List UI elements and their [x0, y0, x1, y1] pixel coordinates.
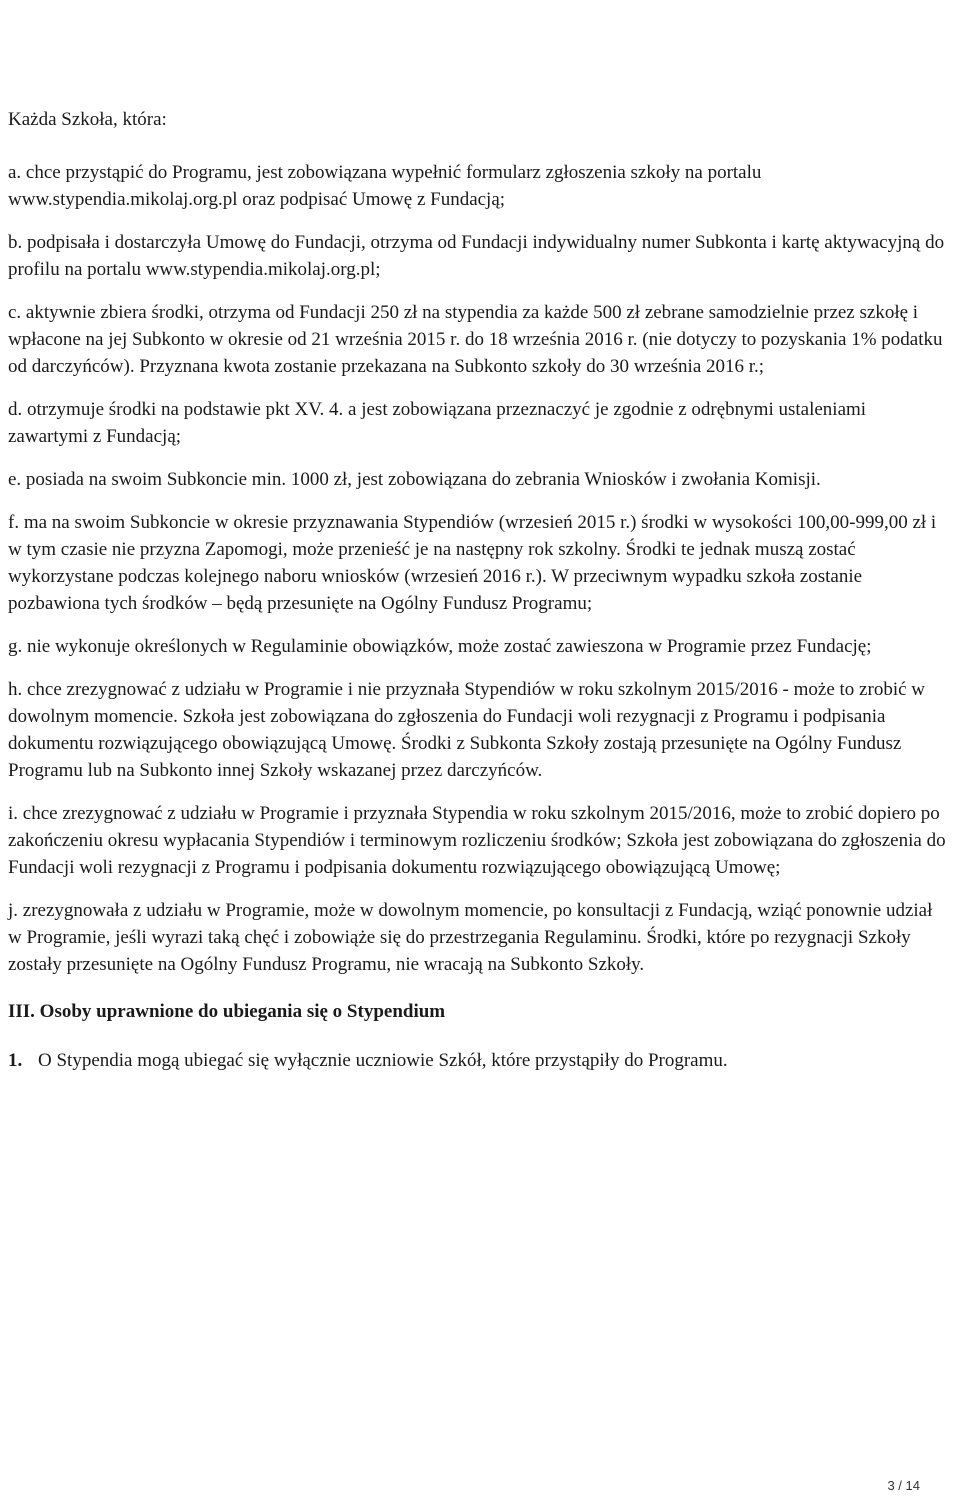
list-item-e: e. posiada na swoim Subkoncie min. 1000 zł, jest zobowiązana do zebrania Wniosków i zwołania Komisji.: [8, 469, 821, 490]
list-item-j: j. zrezygnowała z udziału w Programie, może w dowolnym momencie, po konsultacji z Fundacją, wziąć ponownie udział w Programie, jeśli wyrazi taką chęć i zobowiąże się do przestrzegania Regulaminu. Środki, które po rezygnacji Szkoły zostały przesunięte na Ogólny Fundusz Programu, nie wracają na Subkonto Szkoły.: [8, 900, 933, 975]
point-text: O Stypendia mogą ubiegać się wyłącznie uczniowie Szkół, które przystąpiły do Programu.: [38, 1050, 728, 1071]
section-heading: III. Osoby uprawnione do ubiegania się o Stypendium: [8, 1001, 446, 1022]
intro-paragraph: Każda Szkoła, która:: [8, 109, 167, 130]
list-item-a: a. chce przystąpić do Programu, jest zobowiązana wypełnić formularz zgłoszenia szkoły na portalu www.stypendia.mikolaj.org.pl oraz podpisać Umowę z Fundacją;: [8, 162, 762, 210]
list-item-d: d. otrzymuje środki na podstawie pkt XV. 4. a jest zobowiązana przeznaczyć je zgodnie z odrębnymi ustaleniami zawartymi z Fundacją;: [8, 399, 867, 447]
list-item-f: f. ma na swoim Subkoncie w okresie przyznawania Stypendiów (wrzesień 2015 r.) środki w wysokości 100,00‑999,00 zł i w tym czasie nie przyzna Zapomogi, może przenieść je na następny rok szkolny. Środki te jednak muszą zostać wykorzystane podczas kolejnego naboru wniosków (wrzesień 2016 r.). W przeciwnym wypadku szkoła zostanie pozbawiona tych środków – będą przesunięte na Ogólny Fundusz Programu;: [8, 512, 937, 614]
page-indicator: 3 / 14: [887, 1478, 920, 1493]
list-item-h: h. chce zrezygnować z udziału w Programie i nie przyznała Stypendiów w roku szkolnym 2015/2016 - może to zrobić w dowolnym momencie. Szkoła jest zobowiązana do zgłoszenia do Fundacji woli rezygnacji z Programu i podpisania dokumentu rozwiązującego obowiązującą Umowę. Środki z Subkonta Szkoły zostają przesunięte na Ogólny Fundusz Programu lub na Subkonto innej Szkoły wskazanej przez darczyńców.: [8, 679, 926, 781]
list-item-b: b. podpisała i dostarczyła Umowę do Fundacji, otrzyma od Fundacji indywidualny numer Subkonta i kartę aktywacyjną do profilu na portalu www.stypendia.mikolaj.org.pl;: [8, 232, 945, 280]
list-item-g: g. nie wykonuje określonych w Regulaminie obowiązków, może zostać zawieszona w Programie przez Fundację;: [8, 636, 872, 657]
list-item-i: i. chce zrezygnować z udziału w Programie i przyznała Stypendia w roku szkolnym 2015/2016, może to zrobić dopiero po zakończeniu okresu wypłacania Stypendiów i terminowym rozliczeniu środków; Szkoła jest zobowiązana do zgłoszenia do Fundacji woli rezygnacji z Programu i podpisania dokumentu rozwiązującego obowiązującą Umowę;: [8, 803, 946, 878]
list-item-c: c. aktywnie zbiera środki, otrzyma od Fundacji 250 zł na stypendia za każde 500 zł zebrane samodzielnie przez szkołę i wpłacone na jej Subkonto w okresie od 21 września 2015 r. do 18 września 2016 r. (nie dotyczy to pozyskania 1% podatku od darczyńców). Przyznana kwota zostanie przekazana na Subkonto szkoły do 30 września 2016 r.;: [8, 302, 943, 377]
numbered-point: [8, 1047, 948, 1074]
document-page: [8, 106, 948, 1074]
point-number: 1.: [8, 1050, 23, 1071]
